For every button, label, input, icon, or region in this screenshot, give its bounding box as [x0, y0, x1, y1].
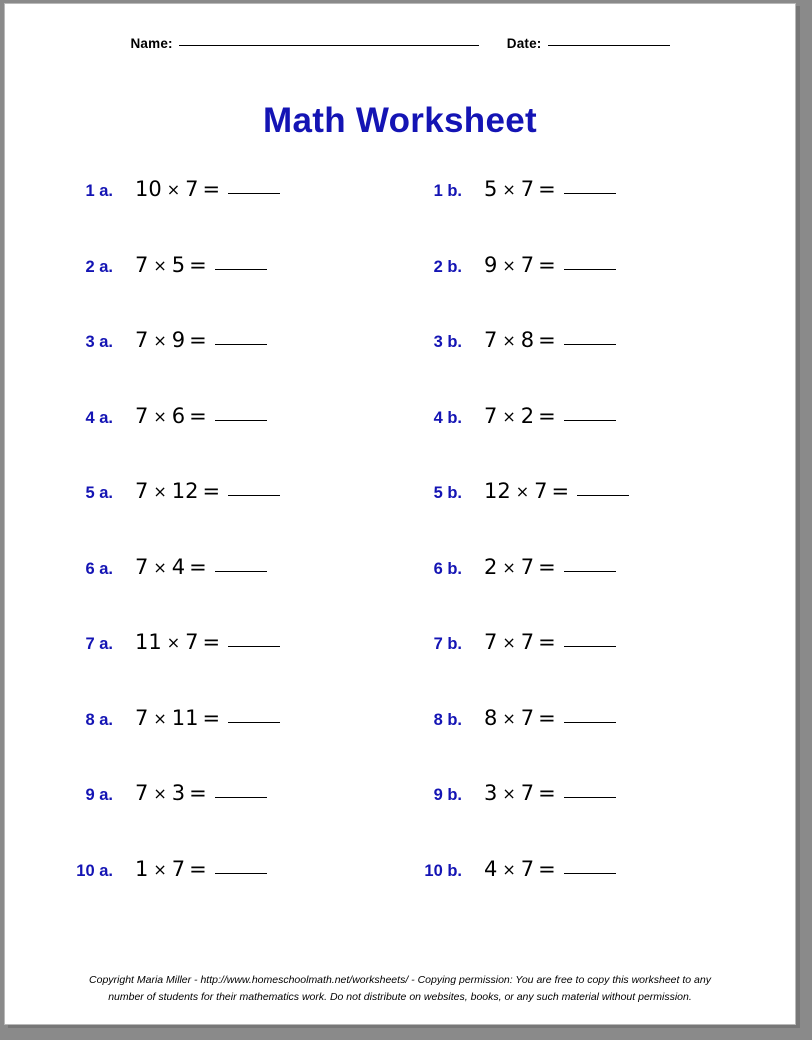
- problem-expression: [484, 404, 616, 428]
- operand-a: 5: [484, 177, 498, 201]
- operand-b: 4: [171, 554, 186, 579]
- problem-expression: [135, 630, 280, 654]
- copyright-footer: [5, 972, 795, 1006]
- operand-a: 1: [135, 856, 149, 881]
- equals-symbol: =: [202, 177, 221, 201]
- operand-a: 7: [135, 781, 149, 805]
- operand-a: 7: [135, 252, 149, 277]
- equals-symbol: =: [538, 630, 556, 654]
- problem-1a: [51, 177, 400, 201]
- problem-expression: [135, 857, 267, 881]
- operand-b: 7: [520, 252, 535, 277]
- copyright-line-2: number of students for their mathematics work. Do not distribute on websites, books, or any such material without permission.: [108, 991, 692, 1004]
- operand-a: 7: [484, 403, 498, 428]
- problem-number: 7 b.: [433, 635, 462, 653]
- problem-row: [51, 177, 749, 253]
- problem-expression: [484, 706, 616, 730]
- problem-row: [51, 857, 749, 933]
- answer-blank[interactable]: [215, 859, 267, 874]
- answer-blank[interactable]: [564, 557, 616, 572]
- problem-row: [51, 253, 749, 329]
- answer-blank[interactable]: [228, 708, 280, 723]
- operand-b: 7: [520, 630, 535, 654]
- problem-list: [5, 177, 795, 932]
- operand-a: 7: [135, 328, 149, 352]
- answer-blank[interactable]: [564, 708, 616, 723]
- problem-row: [51, 479, 749, 555]
- problem-8b: [400, 706, 749, 730]
- operand-a: 4: [484, 856, 498, 881]
- operand-b: 11: [171, 705, 199, 730]
- problem-5a: [51, 479, 400, 503]
- multiply-symbol: ×: [502, 633, 516, 652]
- operand-a: 7: [135, 705, 149, 730]
- problem-expression: [484, 328, 616, 352]
- answer-blank[interactable]: [215, 330, 267, 345]
- problem-5b: [400, 479, 749, 503]
- problem-number: 1 a.: [85, 182, 113, 200]
- multiply-symbol: ×: [153, 784, 167, 803]
- operand-b: 7: [534, 479, 548, 503]
- problem-9b: [400, 781, 749, 805]
- problem-number: 5 b.: [433, 484, 462, 502]
- equals-symbol: =: [538, 328, 556, 352]
- equals-symbol: =: [538, 554, 556, 579]
- multiply-symbol: ×: [502, 784, 516, 803]
- equals-symbol: =: [538, 403, 556, 428]
- equals-symbol: =: [202, 630, 221, 654]
- problem-row: [51, 328, 749, 404]
- problem-expression: [135, 177, 280, 201]
- problem-number: 5 a.: [85, 484, 113, 502]
- problem-1b: [400, 177, 749, 201]
- problem-expression: [135, 706, 280, 730]
- equals-symbol: =: [189, 781, 207, 805]
- problem-6b: [400, 555, 749, 579]
- equals-symbol: =: [202, 479, 221, 503]
- operand-b: 7: [171, 856, 186, 881]
- operand-a: 7: [135, 554, 149, 579]
- problem-number: 6 a.: [85, 559, 113, 578]
- problem-7b: [400, 630, 749, 654]
- equals-symbol: =: [189, 328, 207, 352]
- equals-symbol: =: [189, 554, 207, 579]
- operand-a: 7: [484, 328, 498, 352]
- operand-b: 7: [520, 705, 535, 730]
- worksheet-page: [4, 3, 796, 1025]
- problem-expression: [484, 630, 616, 654]
- name-label: Name:: [130, 36, 173, 51]
- problem-number: 8 a.: [85, 710, 113, 729]
- answer-blank[interactable]: [228, 481, 280, 496]
- operand-b: 9: [171, 328, 186, 352]
- problem-number: 7 a.: [85, 635, 113, 653]
- multiply-symbol: ×: [502, 331, 516, 350]
- answer-blank[interactable]: [564, 859, 616, 874]
- answer-blank[interactable]: [215, 557, 267, 572]
- problem-expression: [484, 253, 616, 277]
- problem-number: 10 b.: [424, 861, 462, 880]
- problem-10b: [400, 857, 749, 881]
- problem-8a: [51, 706, 400, 730]
- operand-b: 7: [185, 630, 199, 654]
- equals-symbol: =: [189, 403, 207, 428]
- operand-b: 6: [171, 403, 186, 428]
- problem-6a: [51, 555, 400, 579]
- problem-number: 6 b.: [433, 559, 462, 578]
- problem-expression: [135, 328, 267, 352]
- problem-row: [51, 706, 749, 782]
- answer-blank[interactable]: [564, 783, 616, 798]
- multiply-symbol: ×: [502, 180, 516, 199]
- problem-number: 4 b.: [433, 408, 462, 427]
- equals-symbol: =: [202, 705, 221, 730]
- problem-4a: [51, 404, 400, 428]
- operand-a: 7: [484, 630, 498, 654]
- problem-3b: [400, 328, 749, 352]
- operand-a: 3: [484, 781, 498, 805]
- problem-number: 9 a.: [85, 786, 113, 804]
- answer-blank[interactable]: [564, 179, 616, 194]
- operand-b: 3: [171, 781, 186, 805]
- multiply-symbol: ×: [166, 180, 181, 199]
- operand-a: 2: [484, 554, 498, 579]
- problem-expression: [484, 479, 629, 503]
- operand-b: 12: [171, 479, 199, 503]
- problem-expression: [484, 781, 616, 805]
- multiply-symbol: ×: [153, 859, 167, 879]
- operand-b: 7: [520, 781, 535, 805]
- answer-blank[interactable]: [228, 632, 280, 647]
- operand-b: 2: [520, 403, 535, 428]
- operand-a: 9: [484, 252, 498, 277]
- equals-symbol: =: [189, 252, 207, 277]
- problem-number: 4 a.: [85, 408, 113, 427]
- problem-9a: [51, 781, 400, 805]
- problem-row: [51, 555, 749, 631]
- multiply-symbol: ×: [166, 633, 181, 652]
- operand-a: 11: [135, 630, 162, 654]
- problem-number: 3 b.: [433, 333, 462, 351]
- equals-symbol: =: [538, 781, 556, 805]
- problem-expression: [135, 404, 267, 428]
- equals-symbol: =: [551, 479, 570, 503]
- multiply-symbol: ×: [153, 331, 167, 350]
- multiply-symbol: ×: [502, 708, 516, 728]
- problem-number: 8 b.: [433, 710, 462, 729]
- operand-a: 7: [135, 479, 149, 503]
- date-write-line[interactable]: [548, 44, 670, 46]
- equals-symbol: =: [538, 177, 556, 201]
- copyright-line-1: Copyright Maria Miller - http://www.homeschoolmath.net/worksheets/ - Copying permission: You are free to copy this worksheet to any: [89, 974, 711, 987]
- problem-expression: [135, 781, 267, 805]
- multiply-symbol: ×: [153, 557, 167, 577]
- answer-blank[interactable]: [564, 406, 616, 421]
- operand-a: 7: [135, 403, 149, 428]
- answer-blank[interactable]: [228, 179, 280, 194]
- equals-symbol: =: [189, 856, 207, 881]
- answer-blank[interactable]: [564, 632, 616, 647]
- operand-b: 7: [520, 856, 535, 881]
- answer-blank[interactable]: [564, 330, 616, 345]
- multiply-symbol: ×: [502, 406, 516, 426]
- problem-expression: [135, 479, 280, 503]
- multiply-symbol: ×: [502, 557, 516, 577]
- operand-a: 10: [135, 177, 162, 201]
- equals-symbol: =: [538, 252, 556, 277]
- name-date-header: [5, 36, 795, 51]
- operand-b: 8: [520, 328, 535, 352]
- problem-expression: [135, 253, 267, 277]
- problem-number: 2 b.: [433, 257, 462, 276]
- multiply-symbol: ×: [502, 255, 516, 275]
- problem-number: 3 a.: [85, 333, 113, 351]
- date-label: Date:: [506, 36, 542, 51]
- problem-row: [51, 630, 749, 706]
- problem-expression: [484, 857, 616, 881]
- answer-blank[interactable]: [564, 255, 616, 270]
- multiply-symbol: ×: [153, 406, 167, 426]
- answer-blank[interactable]: [215, 406, 267, 421]
- operand-b: 7: [185, 177, 199, 201]
- equals-symbol: =: [538, 856, 556, 881]
- name-write-line[interactable]: [179, 44, 479, 46]
- answer-blank[interactable]: [215, 783, 267, 798]
- operand-b: 5: [171, 252, 186, 277]
- problem-4b: [400, 404, 749, 428]
- operand-b: 7: [520, 554, 535, 579]
- problem-expression: [484, 555, 616, 579]
- problem-row: [51, 404, 749, 480]
- operand-a: 8: [484, 705, 498, 730]
- multiply-symbol: ×: [153, 482, 167, 501]
- problem-number: 2 a.: [85, 257, 113, 276]
- equals-symbol: =: [538, 705, 556, 730]
- problem-row: [51, 781, 749, 857]
- problem-10a: [51, 857, 400, 881]
- multiply-symbol: ×: [502, 859, 516, 879]
- problem-expression: [135, 555, 267, 579]
- problem-number: 1 b.: [433, 182, 462, 200]
- multiply-symbol: ×: [515, 482, 530, 501]
- multiply-symbol: ×: [153, 255, 167, 275]
- multiply-symbol: ×: [153, 708, 167, 728]
- problem-expression: [484, 177, 616, 201]
- problem-number: 10 a.: [76, 861, 113, 880]
- operand-a: 12: [484, 479, 511, 503]
- problem-2b: [400, 253, 749, 277]
- problem-3a: [51, 328, 400, 352]
- problem-2a: [51, 253, 400, 277]
- answer-blank[interactable]: [577, 481, 629, 496]
- page-title: Math Worksheet: [263, 101, 537, 140]
- problem-number: 9 b.: [433, 786, 462, 804]
- operand-b: 7: [520, 177, 535, 201]
- answer-blank[interactable]: [215, 255, 267, 270]
- problem-7a: [51, 630, 400, 654]
